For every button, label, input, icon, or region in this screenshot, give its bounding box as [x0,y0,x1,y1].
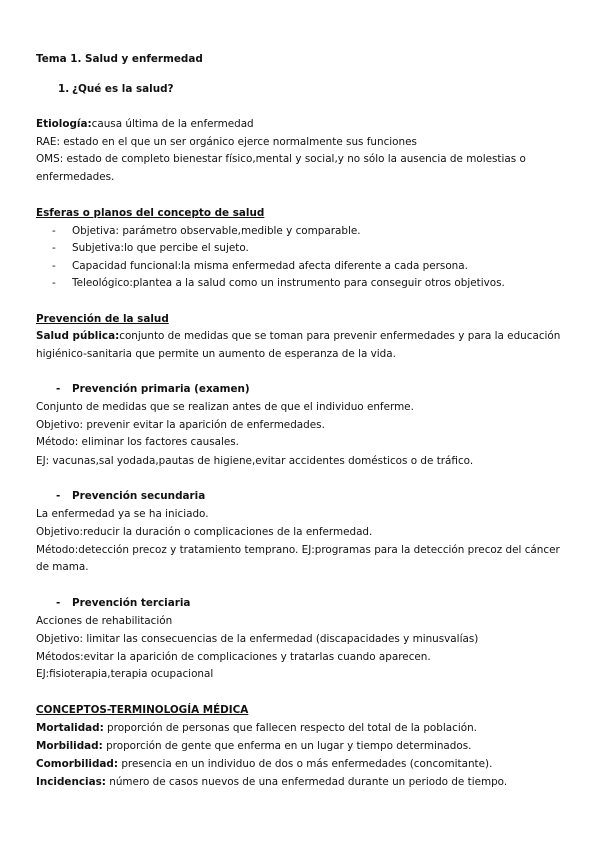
oms-definition-line2: enfermedades. [36,171,115,183]
terciaria-dash: - [56,597,61,609]
esferas-dash: - [52,260,56,272]
concepto-line [36,739,471,753]
concepto-term: Mortalidad: [36,722,104,734]
primaria-line: Objetivo: prevenir evitar la aparición de enfermedades. [36,419,325,431]
concepto-text: número de casos nuevos de una enfermedad durante un periodo de tiempo. [105,776,508,788]
esferas-item: Teleológico:plantea a la salud como un instrumento para conseguir otros objetivos. [72,277,505,289]
section-1-number: 1. [58,83,70,95]
oms-definition-line1: OMS: estado de completo bienestar físico,mental y social,y no sólo la ausencia de molestias o [36,153,526,165]
esferas-dash: - [52,242,56,254]
esferas-item: Capacidad funcional:la misma enfermedad afecta diferente a cada persona. [72,260,468,272]
esferas-dash: - [52,277,56,289]
document-title: Tema 1. Salud y enfermedad [36,53,203,65]
etiologia-line [36,117,254,131]
concepto-text: proporción de personas que fallecen respecto del total de la población. [103,722,477,734]
concepto-text: proporción de gente que enferma en un lugar y tiempo determinados. [102,740,472,752]
terciaria-line: Objetivo: limitar las consecuencias de la enfermedad (discapacidades y minusvalías) [36,633,479,645]
terciaria-line: Métodos:evitar la aparición de complicaciones y tratarlas cuando aparecen. [36,651,431,663]
concepto-term: Morbilidad: [36,740,103,752]
esferas-item: Objetiva: parámetro observable,medible y comparable. [72,225,361,237]
concepto-term: Comorbilidad: [36,758,119,770]
primaria-line: Conjunto de medidas que se realizan antes de que el individuo enferme. [36,401,414,413]
concepto-line [36,721,477,735]
salud-publica-text: conjunto de medidas que se toman para prevenir enfermedades y para la educación [119,330,561,342]
conceptos-heading: CONCEPTOS-TERMINOLOGÍA MÉDICA [36,704,249,716]
esferas-item: Subjetiva:lo que percibe el sujeto. [72,242,249,254]
secundaria-line: Objetivo:reducir la duración o complicaciones de la enfermedad. [36,526,373,538]
esferas-dash: - [52,225,56,237]
primaria-line: Método: eliminar los factores causales. [36,436,239,448]
etiologia-text: causa última de la enfermedad [91,118,254,130]
terciaria-line: EJ:fisioterapia,terapia ocupacional [36,668,214,680]
salud-publica-term: Salud pública: [36,330,120,342]
terciaria-heading: Prevención terciaria [72,597,191,609]
secundaria-line: de mama. [36,561,89,573]
terciaria-line: Acciones de rehabilitación [36,615,173,627]
primaria-line: EJ: vacunas,sal yodada,pautas de higiene,evitar accidentes domésticos o de tráfico. [36,455,474,467]
salud-publica-line1 [36,329,560,343]
rae-definition: RAE: estado en el que un ser orgánico ejerce normalmente sus funciones [36,136,417,148]
etiologia-term: Etiología: [36,118,92,130]
prevencion-heading: Prevención de la salud [36,313,169,325]
secundaria-dash: - [56,490,61,502]
secundaria-line: La enfermedad ya se ha iniciado. [36,508,209,520]
primaria-dash: - [56,383,61,395]
secundaria-heading: Prevención secundaria [72,490,206,502]
concepto-line [36,775,507,789]
primaria-heading: Prevención primaria (examen) [72,383,250,395]
section-1-heading: ¿Qué es la salud? [72,83,174,95]
salud-publica-line2: higiénico-sanitaria que permite un aumento de esperanza de la vida. [36,348,396,360]
concepto-term: Incidencias: [36,776,106,788]
concepto-line [36,757,492,771]
secundaria-line: Método:detección precoz y tratamiento temprano. EJ:programas para la detección precoz del cáncer [36,544,560,556]
esferas-heading: Esferas o planos del concepto de salud [36,207,265,219]
concepto-text: presencia en un individuo de dos o más enfermedades (concomitante). [118,758,493,770]
